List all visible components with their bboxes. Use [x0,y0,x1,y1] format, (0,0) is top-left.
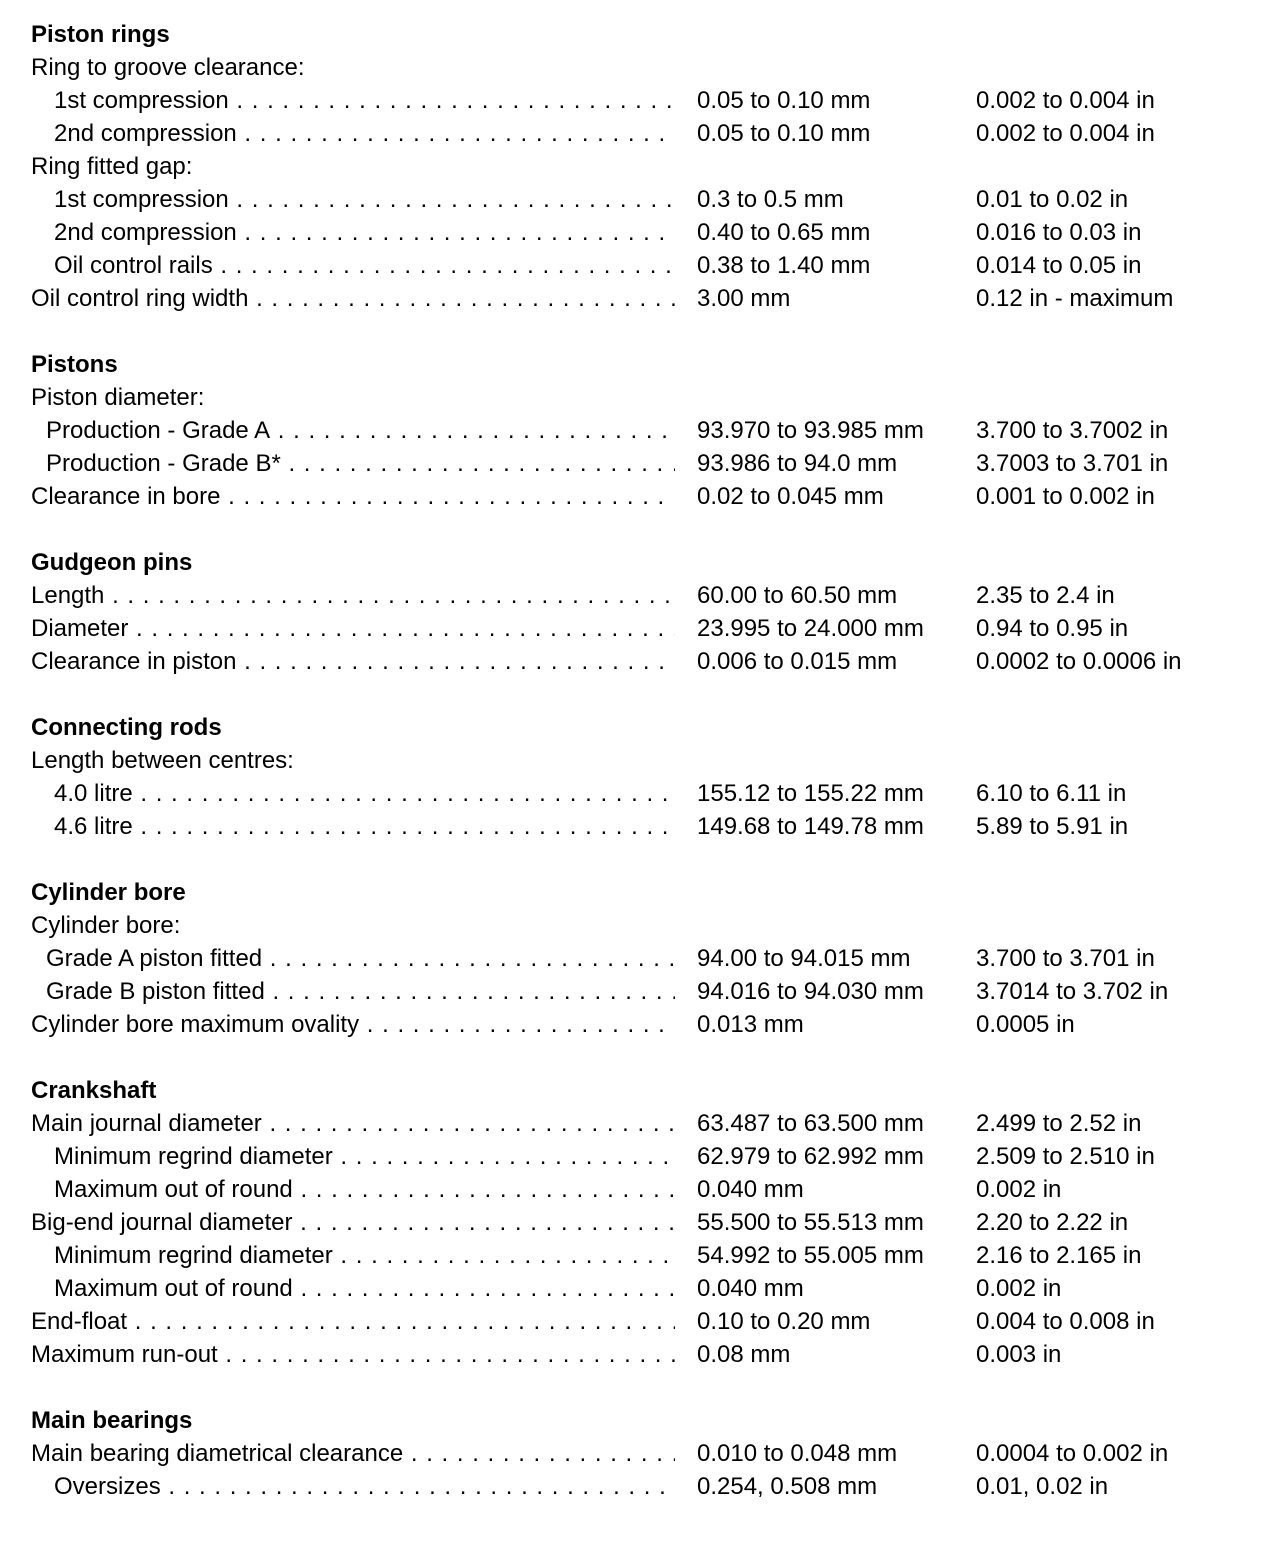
spec-label: Length between centres: [31,747,294,774]
section-crankshaft [31,1074,1231,1371]
spec-label: Oil control rails . . . [54,249,675,282]
spec-value-metric: 55.500 to 55.513 mm [697,1209,924,1236]
spec-label: Minimum regrind diameter . . . [54,1239,675,1272]
spec-label: 4.6 litre . . . [54,810,675,843]
spec-value-imperial: 0.001 to 0.002 in [976,483,1155,510]
spec-label: 2nd compression . . . [54,216,675,249]
section-title: Connecting rods [31,714,222,741]
spec-label: Clearance in piston . . . [31,645,675,678]
spec-value-imperial: 3.700 to 3.701 in [976,945,1155,972]
spec-value-metric: 0.010 to 0.048 mm [697,1440,898,1467]
spec-row [31,1206,1231,1239]
spec-row [31,1338,1231,1371]
spec-value-imperial: 0.94 to 0.95 in [976,615,1129,642]
spec-row [31,1140,1231,1173]
spec-value-metric: 149.68 to 149.78 mm [697,813,924,840]
spec-row [31,84,1231,117]
spec-row [31,1173,1231,1206]
spec-row [31,480,1231,513]
spec-label: Production - Grade B* . . . [46,447,675,480]
spec-value-imperial: 0.0004 to 0.002 in [976,1440,1169,1467]
spec-value-metric: 0.05 to 0.10 mm [697,87,871,114]
spec-value-imperial: 0.014 to 0.05 in [976,252,1142,279]
section-title: Cylinder bore [31,879,186,906]
spec-value-metric: 94.016 to 94.030 mm [697,978,924,1005]
spec-row [31,645,1231,678]
spec-value-imperial: 0.01, 0.02 in [976,1473,1109,1500]
spec-label: Cylinder bore: [31,912,181,939]
spec-row [31,909,1231,942]
spec-value-metric: 0.02 to 0.045 mm [697,483,884,510]
spec-label: Clearance in bore . . . [31,480,675,513]
spec-label: Grade A piston fitted . . . [46,942,675,975]
spec-value-imperial: 2.499 to 2.52 in [976,1110,1142,1137]
spec-value-imperial: 0.004 to 0.008 in [976,1308,1155,1335]
spec-value-metric: 0.013 mm [697,1011,804,1038]
spec-value-imperial: 0.12 in - maximum [976,285,1174,312]
spec-value-metric: 93.986 to 94.0 mm [697,450,898,477]
specification-sheet [31,18,1231,1536]
section-piston-rings [31,18,1231,315]
spec-label: Ring to groove clearance: [31,54,305,81]
spec-row [31,447,1231,480]
spec-label: Oversizes . . . [54,1470,675,1503]
spec-value-imperial: 0.0005 in [976,1011,1075,1038]
spec-row [31,183,1231,216]
spec-value-imperial: 0.002 in [976,1275,1062,1302]
spec-value-metric: 0.10 to 0.20 mm [697,1308,871,1335]
spec-label: Cylinder bore maximum ovality . . . [31,1008,675,1041]
section-pistons [31,348,1231,513]
spec-value-metric: 60.00 to 60.50 mm [697,582,898,609]
spec-label: 1st compression . . . [54,84,675,117]
spec-row [31,414,1231,447]
spec-label: Maximum out of round . . . [54,1272,675,1305]
spec-value-imperial: 3.700 to 3.7002 in [976,417,1169,444]
spec-row [31,249,1231,282]
section-title: Main bearings [31,1407,193,1434]
spec-row [31,117,1231,150]
spec-row [31,1305,1231,1338]
spec-row [31,810,1231,843]
spec-row [31,1008,1231,1041]
spec-label: Maximum run-out . . . [31,1338,675,1371]
spec-value-imperial: 5.89 to 5.91 in [976,813,1129,840]
spec-row [31,1437,1231,1470]
spec-value-metric: 62.979 to 62.992 mm [697,1143,924,1170]
section-title: Pistons [31,351,118,378]
spec-value-metric: 0.3 to 0.5 mm [697,186,844,213]
spec-label: Piston diameter: [31,384,205,411]
spec-label: Grade B piston fitted . . . [46,975,675,1008]
spec-label: Minimum regrind diameter . . . [54,1140,675,1173]
spec-row [31,777,1231,810]
spec-value-metric: 63.487 to 63.500 mm [697,1110,924,1137]
spec-value-imperial: 2.509 to 2.510 in [976,1143,1155,1170]
spec-label: Production - Grade A . . . [46,414,675,447]
spec-value-metric: 0.254, 0.508 mm [697,1473,878,1500]
spec-value-metric: 3.00 mm [697,285,791,312]
section-title: Gudgeon pins [31,549,193,576]
spec-row [31,216,1231,249]
spec-value-metric: 0.006 to 0.015 mm [697,648,898,675]
spec-label: 2nd compression . . . [54,117,675,150]
spec-value-imperial: 2.20 to 2.22 in [976,1209,1129,1236]
spec-label: Main journal diameter . . . [31,1107,675,1140]
spec-label: Big-end journal diameter . . . [31,1206,675,1239]
spec-value-metric: 155.12 to 155.22 mm [697,780,924,807]
section-main-bearings [31,1404,1231,1503]
spec-row [31,282,1231,315]
spec-label: Main bearing diametrical clearance . . . [31,1437,675,1470]
spec-row [31,1272,1231,1305]
spec-value-metric: 0.40 to 0.65 mm [697,219,871,246]
spec-row [31,942,1231,975]
spec-value-metric: 23.995 to 24.000 mm [697,615,924,642]
spec-label: Maximum out of round . . . [54,1173,675,1206]
spec-value-metric: 0.040 mm [697,1176,804,1203]
spec-row [31,579,1231,612]
spec-row [31,51,1231,84]
spec-row [31,744,1231,777]
spec-row [31,1239,1231,1272]
spec-value-metric: 0.040 mm [697,1275,804,1302]
spec-value-imperial: 0.002 in [976,1176,1062,1203]
spec-value-imperial: 0.0002 to 0.0006 in [976,648,1182,675]
section-title: Crankshaft [31,1077,157,1104]
spec-value-imperial: 3.7003 to 3.701 in [976,450,1169,477]
spec-value-metric: 0.08 mm [697,1341,791,1368]
section-cylinder-bore [31,876,1231,1041]
spec-label: Diameter . . . [31,612,675,645]
spec-value-imperial: 2.35 to 2.4 in [976,582,1115,609]
spec-label: Length . . . [31,579,675,612]
section-gudgeon-pins [31,546,1231,678]
spec-value-imperial: 0.01 to 0.02 in [976,186,1129,213]
spec-row [31,612,1231,645]
spec-value-imperial: 0.003 in [976,1341,1062,1368]
section-connecting-rods [31,711,1231,843]
spec-value-metric: 93.970 to 93.985 mm [697,417,924,444]
spec-value-imperial: 6.10 to 6.11 in [976,780,1127,807]
spec-value-metric: 0.38 to 1.40 mm [697,252,871,279]
spec-value-metric: 94.00 to 94.015 mm [697,945,911,972]
spec-row [31,975,1231,1008]
spec-row [31,1107,1231,1140]
spec-value-imperial: 0.002 to 0.004 in [976,87,1155,114]
spec-label: 4.0 litre . . . [54,777,675,810]
spec-value-imperial: 3.7014 to 3.702 in [976,978,1169,1005]
spec-label: Ring fitted gap: [31,153,193,180]
spec-row [31,1470,1231,1503]
spec-value-metric: 54.992 to 55.005 mm [697,1242,924,1269]
spec-value-imperial: 0.002 to 0.004 in [976,120,1155,147]
spec-row [31,150,1231,183]
spec-value-imperial: 0.016 to 0.03 in [976,219,1142,246]
spec-value-metric: 0.05 to 0.10 mm [697,120,871,147]
spec-value-imperial: 2.16 to 2.165 in [976,1242,1142,1269]
section-title: Piston rings [31,21,170,48]
spec-label: End-float . . . [31,1305,675,1338]
spec-row [31,381,1231,414]
spec-label: Oil control ring width . . . [31,282,675,315]
spec-label: 1st compression . . . [54,183,675,216]
